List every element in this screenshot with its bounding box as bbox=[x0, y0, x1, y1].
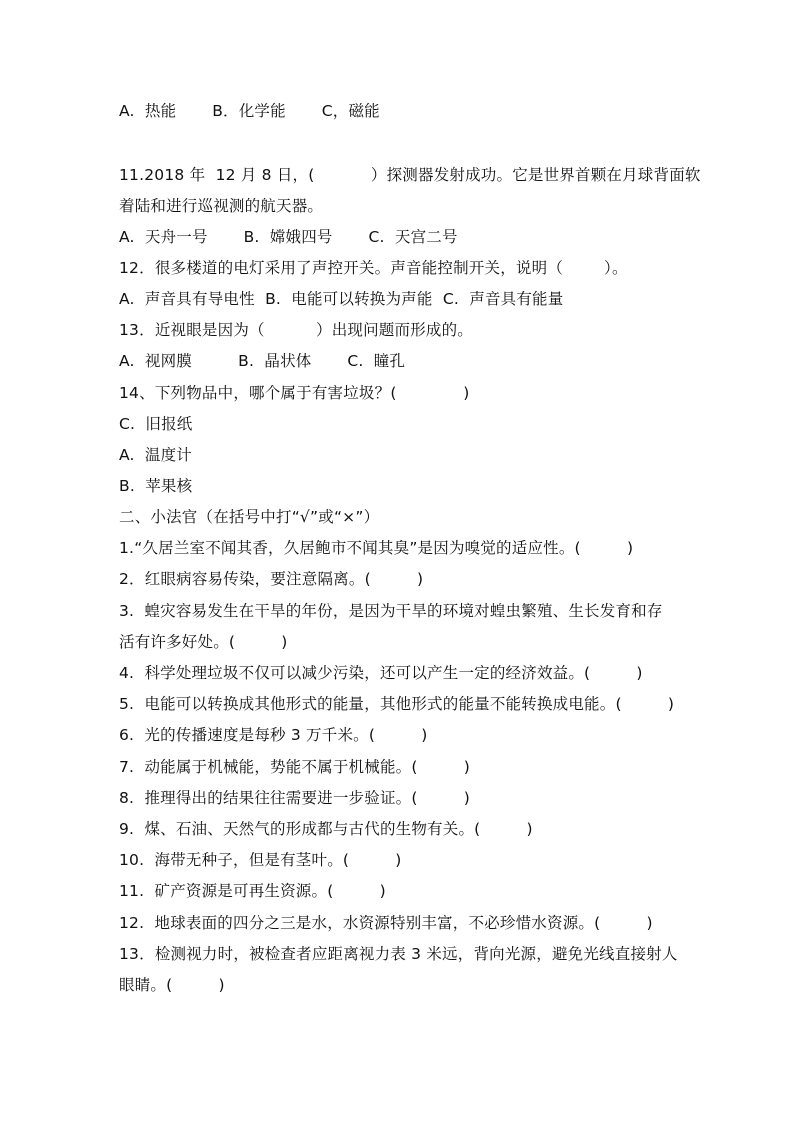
section-heading-judge: 二、小法官（在括号中打“√”或“×”） bbox=[119, 508, 380, 526]
judge-item-13-line-2: 眼睛。( ) bbox=[119, 976, 225, 994]
option-q14-a: A. 温度计 bbox=[119, 446, 193, 464]
judge-item-5: 5. 电能可以转换成其他形式的能量，其他形式的能量不能转换成电能。( ) bbox=[119, 695, 675, 713]
judge-item-9: 9. 煤、石油、天然气的形成都与古代的生物有关。( ) bbox=[119, 820, 533, 838]
judge-item-3-line-2: 活有许多好处。( ) bbox=[119, 633, 288, 651]
judge-item-3-line-1: 3. 蝗灾容易发生在干旱的年份，是因为干旱的环境对蝗虫繁殖、生长发育和存 bbox=[119, 602, 663, 620]
option-q14-b: B. 苹果核 bbox=[119, 477, 193, 495]
option-line-q10: A. 热能 B．化学能 C，磁能 bbox=[119, 102, 380, 120]
judge-item-4: 4. 科学处理垃圾不仅可以减少污染，还可以产生一定的经济效益。( ) bbox=[119, 664, 643, 682]
judge-item-10: 10. 海带无种子，但是有茎叶。( ) bbox=[119, 851, 402, 869]
option-q14-c: C. 旧报纸 bbox=[119, 415, 193, 433]
judge-item-2: 2．红眼病容易传染，要注意隔离。( ) bbox=[119, 570, 424, 588]
question-14: 14、下列物品中，哪个属于有害垃圾？( ) bbox=[119, 384, 470, 402]
judge-item-6: 6. 光的传播速度是每秒 3 万千米。( ) bbox=[119, 726, 428, 744]
judge-item-12: 12. 地球表面的四分之三是水，水资源特别丰富，不必珍惜水资源。( ) bbox=[119, 914, 653, 932]
judge-item-1: 1.“久居兰室不闻其香，久居鲍市不闻其臭”是因为嗅觉的适应性。( ) bbox=[119, 539, 634, 557]
judge-item-13-line-1: 13．检测视力时，被检查者应距离视力表 3 米远，背向光源，避免光线直接射人 bbox=[119, 945, 678, 963]
judge-item-8: 8. 推理得出的结果往往需要进一步验证。( ) bbox=[119, 789, 470, 807]
question-13: 13．近视眼是因为（ ）出现问题而形成的。 bbox=[119, 321, 473, 339]
question-11-line-2: 着陆和进行巡视测的航天器。 bbox=[119, 197, 324, 215]
judge-item-7: 7. 动能属于机械能，势能不属于机械能。( ) bbox=[119, 758, 470, 776]
question-12: 12．很多楼道的电灯采用了声控开关。声音能控制开关，说明（ ）。 bbox=[119, 259, 628, 277]
options-q12: A. 声音具有导电性 B. 电能可以转换为声能 C. 声音具有能量 bbox=[119, 290, 564, 308]
question-11-line-1: 11.2018 年 12 月 8 日，( ）探测器发射成功。它是世界首颗在月球背面软 bbox=[119, 166, 701, 184]
options-q11: A. 天舟一号 B. 嫦娥四号 C. 天宫二号 bbox=[119, 228, 458, 246]
options-q13: A. 视网膜 B. 晶状体 C. 瞳孔 bbox=[119, 352, 406, 370]
judge-item-11: 11. 矿产资源是可再生资源。( ) bbox=[119, 882, 386, 900]
